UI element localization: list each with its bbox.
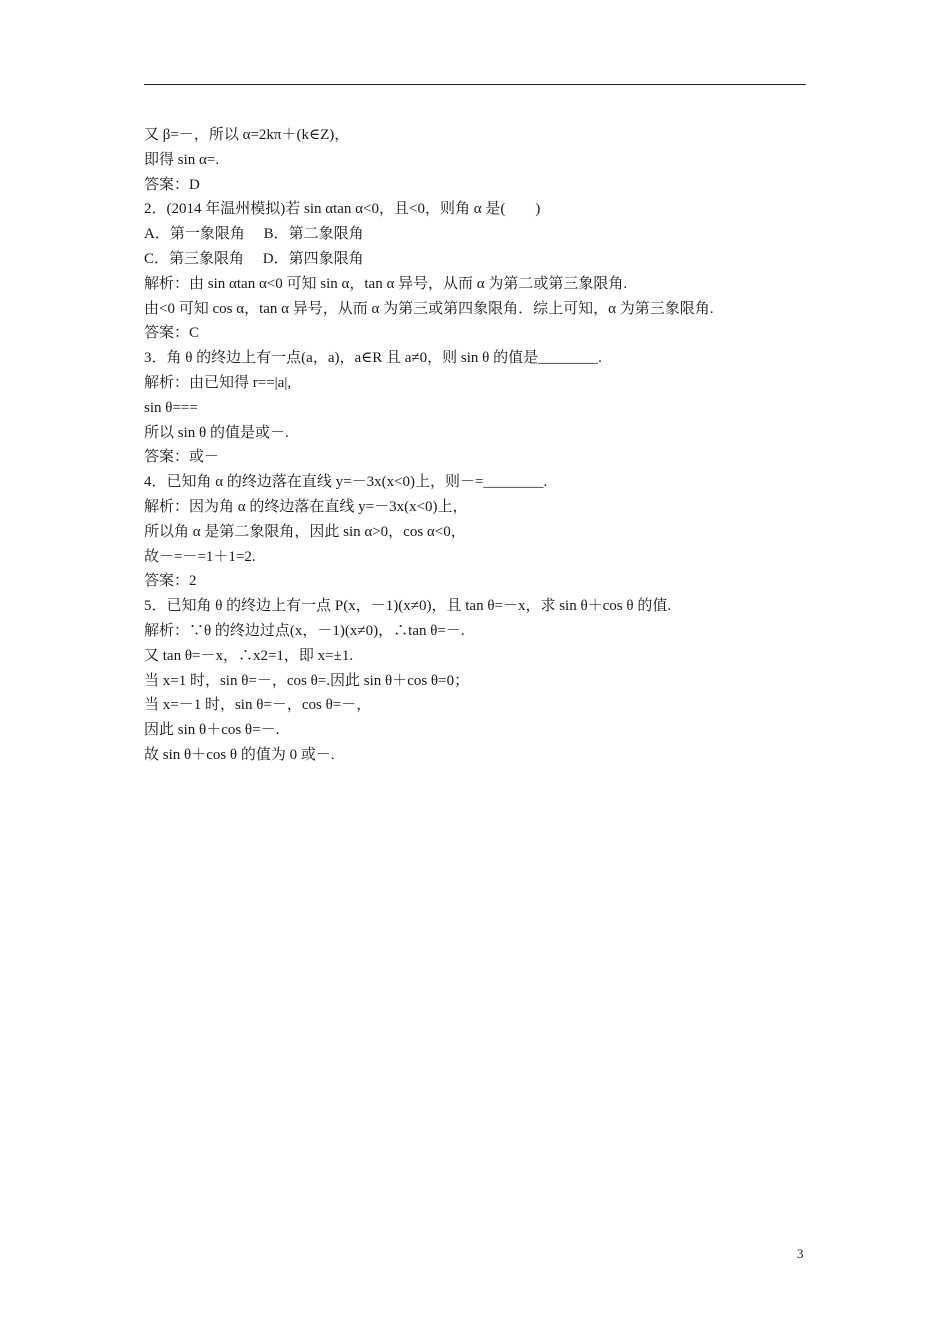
options-line: C．第三象限角 D．第四象限角 [144, 250, 364, 267]
question-3: 3．角 θ 的终边上有一点(a，a)，a∈R 且 a≠0，则 sin θ 的值是________. [144, 350, 602, 367]
page-number: 3 [797, 1246, 804, 1261]
solution-line: 解析：∵θ 的终边过点(x，－1)(x≠0)，∴tan θ=－. [144, 622, 465, 639]
solution-line: 由<0 可知 cos α，tan α 异号，从而 α 为第三或第四象限角．综上可知，α 为第三象限角. [144, 300, 714, 317]
solution-line: 解析：由已知得 r==|a|, [144, 374, 292, 391]
document-body [144, 123, 824, 768]
solution-line: 故 sin θ＋cos θ 的值为 0 或－. [144, 746, 335, 763]
question-5: 5．已知角 θ 的终边上有一点 P(x，－1)(x≠0)，且 tan θ=－x，求 sin θ＋cos θ 的值. [144, 598, 672, 615]
solution-line: 所以 sin θ 的值是或－. [144, 424, 289, 441]
answer-line: 答案：或－ [144, 449, 220, 466]
solution-line: 当 x=－1 时，sin θ=－，cos θ=－， [144, 697, 372, 714]
question-2: 2．(2014 年温州模拟)若 sin αtan α<0，且<0，则角 α 是( ) [144, 201, 541, 218]
solution-line: 又 tan θ=－x，∴x2=1，即 x=±1. [144, 647, 354, 664]
solution-line: 当 x=1 时，sin θ=－，cos θ=.因此 sin θ＋cos θ=0； [144, 672, 470, 689]
solution-line: 解析：因为角 α 的终边落在直线 y=－3x(x<0)上， [144, 498, 468, 515]
answer-line: 答案：2 [144, 573, 197, 590]
header-rule [144, 84, 806, 85]
answer-line: 答案：D [144, 176, 200, 193]
question-4: 4．已知角 α 的终边落在直线 y=－3x(x<0)上，则－=________. [144, 474, 548, 491]
solution-line: 解析：由 sin αtan α<0 可知 sin α，tan α 异号，从而 α 为第二或第三象限角. [144, 275, 628, 292]
solution-line: 故－=－=1＋1=2. [144, 548, 256, 565]
text-line: 又 β=－，所以 α=2kπ＋(k∈Z)， [144, 127, 350, 143]
options-line: A．第一象限角 B．第二象限角 [144, 226, 364, 243]
solution-line: sin θ=== [144, 399, 198, 416]
text-line: 即得 sin α=. [144, 151, 220, 168]
solution-line: 因此 sin θ＋cos θ=－. [144, 722, 280, 739]
solution-line: 所以角 α 是第二象限角，因此 sin α>0，cos α<0， [144, 523, 466, 540]
answer-line: 答案：C [144, 325, 200, 342]
